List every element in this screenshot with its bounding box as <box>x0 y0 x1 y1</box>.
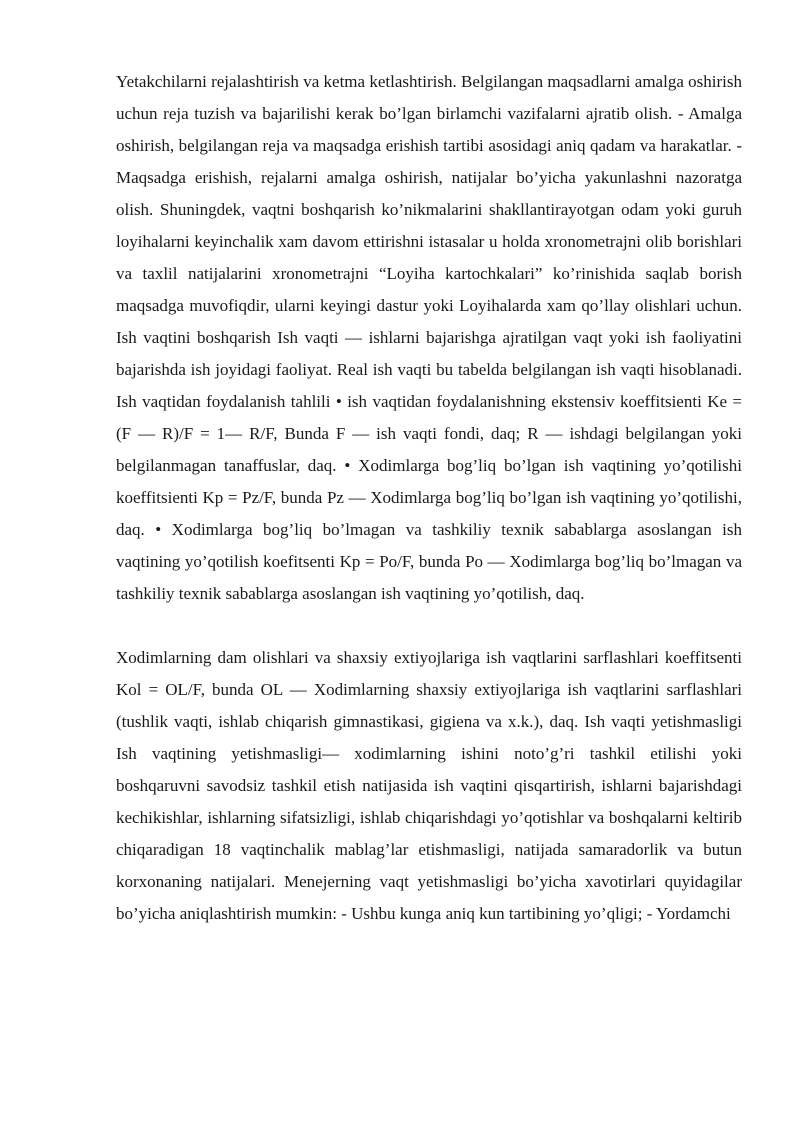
paragraph-1: Yetakchilarni rejalashtirish va ketma ketlashtirish. Belgilangan maqsadlarni amalga oshirish uchun reja tuzish va bajarilishi kerak bo’lgan birlamchi vazifalarni ajratib olish. - Amalga oshirish, belgilangan reja va maqsadga erishish tartibi asosidagi aniq qadam va harakatlar. - Maqsadga erishish, rejalarni amalga oshirish, natijalar bo’yicha yakunlashni nazoratga olish. Shuningdek, vaqtni boshqarish ko’nikmalarini shakllantirayotgan odam yoki guruh loyihalarni keyinchalik xam davom ettirishni istasalar u holda xronometrajni olib borishlari va taxlil natijalarini xronometrajni “Loyiha kartochkalari” ko’rinishida saqlab borish maqsadga muvofiqdir, ularni keyingi dastur yoki Loyihalarda xam qo’llay olishlari uchun. Ish vaqtini boshqarish Ish vaqti — ishlarni bajarishga ajratilgan vaqt yoki ish faoliyatini bajarishda ish joyidagi faoliyat. Real ish vaqti bu tabelda belgilangan ish vaqti hisoblanadi. Ish vaqtidan foydalanish tahlili • ish vaqtidan foydalanishning ekstensiv koeffitsienti Ke = (F — R)/F = 1— R/F, Bunda F — ish vaqti fondi, daq; R — ishdagi belgilangan yoki belgilanmagan tanaffuslar, daq. • Xodimlarga bog’liq bo’lgan ish vaqtining yo’qotilishi koeffitsienti Kp = Pz/F, bunda Pz — Xodimlarga bog’liq bo’lgan ish vaqtining yo’qotilishi, daq. • Xodimlarga bog’liq bo’lmagan va tashkiliy texnik sabablarga asoslangan ish vaqtining yo’qotilish koefitsenti Kp = Po/F, bunda Po — Xodimlarga bog’liq bo’lmagan va tashkiliy texnik sabablarga asoslangan ish vaqtining yo’qotilish, daq. <box>116 72 742 603</box>
paragraph-gap <box>116 610 742 642</box>
document-page <box>116 66 742 930</box>
paragraph-2: Xodimlarning dam olishlari va shaxsiy extiyojlariga ish vaqtlarini sarflashlari koeffitsenti Kol = OL/F, bunda OL — Xodimlarning shaxsiy extiyojlariga ish vaqtlarini sarflashlari (tushlik vaqti, ishlab chiqarish gimnastikasi, gigiena va x.k.), daq. Ish vaqti yetishmasligi Ish vaqtining yetishmasligi— xodimlarning ishini noto’g’ri tashkil etilishi yoki boshqaruvni savodsiz tashkil etish natijasida ish vaqtini qisqartirish, ishlarni bajarishdagi kechikishlar, ishlarning sifatsizligi, ishlab chiqarishdagi yo’qotishlar va boshqalarni keltirib chiqaradigan 18 vaqtinchalik mablag’lar etishmasligi, natijada samaradorlik va butun korxonaning natijalari. Menejerning vaqt yetishmasligi bo’yicha xavotirlari quyidagilar bo’yicha aniqlashtirish mumkin: - Ushbu kunga aniq kun tartibining yo’qligi; - Yordamchi <box>116 648 742 923</box>
